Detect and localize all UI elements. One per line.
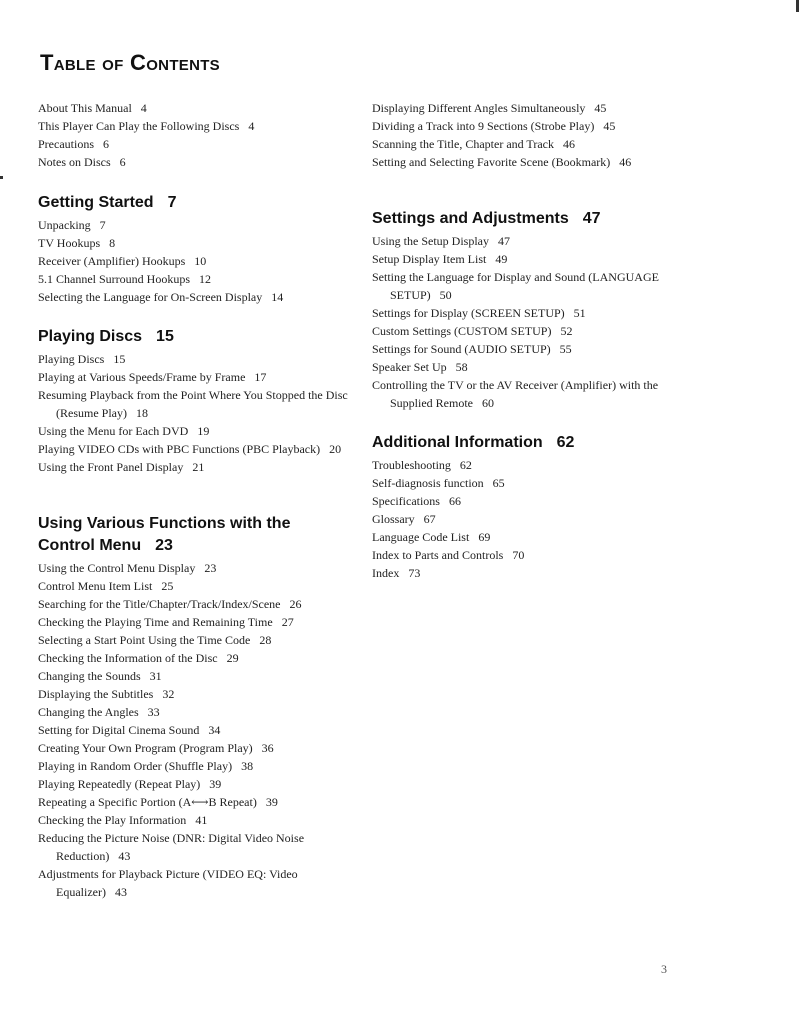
toc-entry-title: Speaker Set Up [372,360,447,374]
toc-entry-page: 21 [192,460,205,474]
toc-entry-page: 70 [512,548,525,562]
section-heading-page: 23 [155,537,173,554]
toc-entry-page: 43 [118,849,131,863]
toc-entry [38,350,358,368]
toc-entry-page: 18 [136,406,148,420]
toc-entry-page: 8 [109,236,116,250]
toc-entry-page: 45 [603,119,616,133]
toc-entry-title: Adjustments for Playback Picture (VIDEO EQ: Video Equalizer) [38,867,298,899]
toc-entry-title: Troubleshooting [372,458,451,472]
toc-entry-title: Setup Display Item List [372,252,487,266]
toc-entry [38,422,358,440]
toc-entry [38,865,338,901]
toc-entry-title: Creating Your Own Program (Program Play) [38,741,253,755]
scan-speck [0,176,3,179]
toc-entry-page: 46 [563,137,575,151]
toc-entry-title: Reducing the Picture Noise (DNR: Digital Video Noise Reduction) [38,831,305,863]
section-heading-page: 62 [556,434,575,451]
toc-entry-page: 33 [147,705,160,719]
toc-entry [38,703,338,721]
toc-entry [372,153,672,171]
toc-entry [38,559,338,577]
toc-entry-title: Specifications [372,494,440,508]
toc-entry-page: 39 [265,795,278,809]
toc-entry [38,775,338,793]
toc-entry-page: 49 [495,252,508,266]
toc-entry-page: 23 [204,561,217,575]
toc-entry [372,232,672,250]
toc-entry-page: 62 [459,458,472,472]
toc-entry-title: TV Hookups [38,236,101,250]
toc-entry-title: Setting and Selecting Favorite Scene (Bookmark) [372,155,611,169]
toc-entry-page: 19 [197,424,210,438]
page-title: Table of Contents [40,50,220,75]
toc-entry [38,458,358,476]
toc-entry-title: Playing at Various Speeds/Frame by Frame [38,370,246,384]
toc-entry [372,510,702,528]
toc-entry [372,492,702,510]
toc-entry-title: This Player Can Play the Following Discs [38,119,240,133]
section-heading-page: 7 [167,194,177,211]
toc-entry [372,304,672,322]
toc-entry-page: 51 [573,306,586,320]
toc-entry-page: 41 [195,813,208,827]
toc-entry-page: 52 [560,324,573,338]
toc-entry [38,595,338,613]
section-heading [372,208,672,230]
toc-entry-page: 34 [208,723,221,737]
toc-entry [38,368,358,386]
toc-entry [38,270,358,288]
toc-entry-page: 10 [194,254,207,268]
toc-entry-title: Playing Discs [38,352,105,366]
toc-entry-title: Using the Control Menu Display [38,561,196,575]
toc-entry [372,99,672,117]
toc-entry-title: Playing VIDEO CDs with PBC Functions (PBC Playback) [38,442,321,456]
toc-entry-page: 26 [289,597,302,611]
toc-entry [372,340,672,358]
toc-entry-page: 50 [439,288,452,302]
toc-entry-page: 43 [114,885,127,899]
toc-section-settings [372,208,672,412]
toc-entry-page: 32 [162,687,175,701]
toc-entry-title: Using the Setup Display [372,234,489,248]
toc-entry-title: Using the Front Panel Display [38,460,184,474]
toc-entry-page: 60 [482,396,494,410]
toc-entries [372,99,672,171]
toc-entry-title: Playing in Random Order (Shuffle Play) [38,759,233,773]
toc-entry [38,613,338,631]
toc-entry-page: 17 [254,370,267,384]
toc-entry [38,685,338,703]
toc-entry-title: Repeating a Specific Portion (A⟷B Repeat) [38,795,257,809]
toc-entries [372,456,702,582]
toc-entry [38,757,338,775]
toc-entry [38,288,358,306]
toc-entry-title: Receiver (Amplifier) Hookups [38,254,186,268]
toc-entries [38,350,358,476]
toc-section-continued [372,99,672,171]
scan-speck [796,0,799,12]
toc-entry [38,153,358,171]
toc-entry-page: 12 [199,272,211,286]
toc-section-getting-started [38,192,358,306]
toc-entry [38,117,358,135]
toc-entry [38,252,358,270]
toc-entry [38,739,338,757]
toc-entry [38,829,338,865]
toc-entry [372,268,672,304]
toc-entries [372,232,672,412]
toc-entry-page: 27 [281,615,294,629]
toc-entry-title: Selecting a Start Point Using the Time Code [38,633,251,647]
section-heading-text: Getting Started [38,194,154,211]
toc-entry [38,667,338,685]
toc-entry-page: 66 [448,494,461,508]
toc-entry-title: Resuming Playback from the Point Where You Stopped the Disc (Resume Play) [38,388,348,420]
toc-section-playing-discs [38,326,358,476]
toc-entry-page: 55 [559,342,572,356]
toc-entry-title: Checking the Playing Time and Remaining Time [38,615,273,629]
toc-entry-page: 36 [261,741,274,755]
toc-entry [38,135,358,153]
toc-entry-title: Glossary [372,512,415,526]
toc-entry-title: Index [372,566,400,580]
toc-entry-page: 67 [423,512,436,526]
toc-entry-page: 69 [478,530,491,544]
toc-entry-title: Changing the Angles [38,705,139,719]
toc-entry-page: 38 [241,759,254,773]
toc-entry-title: Setting the Language for Display and Sound (LANGUAGE SETUP) [372,270,659,302]
toc-entry-page: 4 [140,101,147,115]
toc-entry-title: Dividing a Track into 9 Sections (Strobe Play) [372,119,595,133]
toc-entry-page: 58 [455,360,468,374]
toc-entry [38,216,358,234]
toc-entry-title: Language Code List [372,530,470,544]
toc-entry-page: 14 [271,290,284,304]
toc-entry-title: Setting for Digital Cinema Sound [38,723,200,737]
toc-entry-title: Controlling the TV or the AV Receiver (Amplifier) with the Supplied Remote [372,378,659,410]
toc-entry-title: Checking the Information of the Disc [38,651,218,665]
toc-entry-title: Searching for the Title/Chapter/Track/Index/Scene [38,597,281,611]
toc-entry [38,811,338,829]
toc-entry-title: Notes on Discs [38,155,111,169]
toc-entry [38,631,338,649]
toc-entry-page: 20 [329,442,342,456]
toc-entry-page: 65 [492,476,505,490]
toc-entry-title: Displaying Different Angles Simultaneously [372,101,586,115]
toc-entry-title: Self-diagnosis function [372,476,484,490]
toc-entry [372,474,702,492]
toc-entry-page: 28 [259,633,272,647]
toc-entry-title: Settings for Sound (AUDIO SETUP) [372,342,551,356]
toc-entry [38,234,358,252]
toc-entry-page: 29 [226,651,239,665]
toc-entry-title: Scanning the Title, Chapter and Track [372,137,554,151]
toc-entry-page: 4 [248,119,255,133]
toc-entry-title: Control Menu Item List [38,579,153,593]
toc-entry [372,456,702,474]
toc-entry-title: Changing the Sounds [38,669,141,683]
toc-entry-title: Settings for Display (SCREEN SETUP) [372,306,565,320]
toc-entry-page: 46 [619,155,632,169]
page-number: 3 [661,962,667,976]
toc-entry-title: About This Manual [38,101,132,115]
toc-entry-title: Playing Repeatedly (Repeat Play) [38,777,201,791]
toc-entry [372,117,672,135]
toc-entry [38,649,338,667]
toc-entry-page: 39 [209,777,222,791]
toc-entry [38,99,358,117]
toc-entry [372,564,702,582]
toc-entry [38,721,338,739]
toc-entry-title: Using the Menu for Each DVD [38,424,189,438]
toc-entry [372,135,672,153]
toc-entry-title: Index to Parts and Controls [372,548,504,562]
section-heading-text: Using Various Functions with the Control Menu [38,515,291,554]
toc-entry-title: Unpacking [38,218,91,232]
toc-entry-page: 15 [113,352,126,366]
toc-entry-page: 7 [99,218,106,232]
section-heading-text: Additional Information [372,434,543,451]
section-heading [38,192,358,214]
toc-entry-page: 6 [103,137,109,151]
toc-section-additional-info [372,432,702,582]
toc-entries [38,99,358,171]
toc-entry-page: 6 [119,155,126,169]
toc-section-intro [38,99,358,171]
toc-entry [38,386,358,422]
toc-entry [372,376,672,412]
toc-section-control-menu [38,513,338,901]
toc-entry [38,577,338,595]
toc-entry [372,358,672,376]
toc-entry [372,546,702,564]
toc-entry [38,793,338,811]
toc-entry-title: Custom Settings (CUSTOM SETUP) [372,324,552,338]
toc-entry-title: Precautions [38,137,94,151]
toc-entries [38,216,358,306]
toc-entry [372,528,702,546]
toc-entry-title: Displaying the Subtitles [38,687,154,701]
section-heading [372,432,702,454]
toc-entry-page: 31 [149,669,162,683]
toc-entry-page: 47 [498,234,510,248]
section-heading-page: 15 [156,328,174,345]
section-heading-text: Settings and Adjustments [372,210,569,227]
section-heading [38,513,338,557]
toc-entry-page: 45 [594,101,607,115]
toc-entry-title: 5.1 Channel Surround Hookups [38,272,190,286]
toc-entry [372,322,672,340]
toc-entry-title: Checking the Play Information [38,813,187,827]
toc-entries [38,559,338,901]
toc-entry-title: Selecting the Language for On-Screen Display [38,290,263,304]
toc-entry [38,440,358,458]
toc-entry-page: 73 [408,566,421,580]
section-heading-page: 47 [582,210,601,227]
section-heading [38,326,358,348]
section-heading-text: Playing Discs [38,328,143,345]
toc-entry-page: 25 [161,579,174,593]
toc-entry [372,250,672,268]
